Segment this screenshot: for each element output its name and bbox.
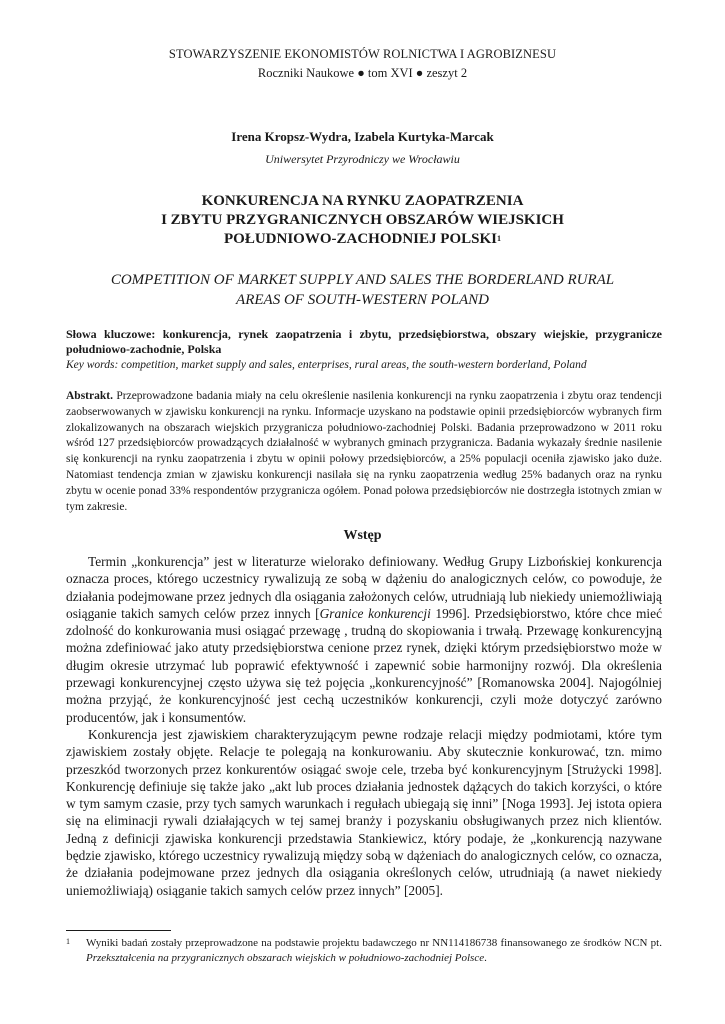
paragraph-1-part-2: 1996]. Przedsiębiorstwo, które chce mieć zdolność do konkurowania musi osiągać przewagę , trudną do skopiowania i trwałą. Przewagę konkurencyjną można zdefiniować jako atuty przedsiębiorstwa cenione przez rynek, dzięki którym przedsiębiorstwo może w długim okresie utrzymać lub poprawić efektywność i zapewnić sobie harmonijny rozwój. Dla określenia przewagi konkurencyjnej często używa się też pojęcia „konkurencyjność” [Romanowska 2004]. Najogólniej można przyjąć, że konkurencyjność jest cechą uczestników konkurencji, czyli może dotyczyć zarówno producentów, jak i konsumentów.	[66, 605, 663, 725]
abstract-text: Przeprowadzone badania miały na celu określenie nasilenia konkurencji na rynku zaopatrzenia i zbytu oraz tendencji zaobserwowanych w zjawisku konkurencji na rynku. Informacje uzyskano na podstawie opinii przedsiębiorców wybranych firm zlokalizowanych na obszarach wiejskich przygranicza południowo-zachodniej Polski. Badania przeprowadzono w 2011 roku wśród 127 przedsiębiorców prowadzących działalność w wybranych gminach przygranicza. Badania wykazały średnie nasilenie się konkurencji na rynku zaopatrzenia i zbytu w opinii połowy przedsiębiorców, a 25% populacji oceniła zjawisko jako duże. Natomiast tendencja zmian w zjawisku konkurencji nasilała się na rynku zaopatrzenia według 25% badanych oraz na rynku zbytu w ocenie ponad 33% respondentów przygranicza ogółem. Ponad połowa przedsiębiorców nie dostrzegła istotnych zmian w tym zakresie.	[66, 390, 662, 513]
abstract-label: Abstrakt.	[66, 390, 113, 402]
footnote-text	[86, 936, 662, 966]
footnote-end: .	[484, 952, 487, 964]
title-polish-line-3-text: POŁUDNIOWO-ZACHODNIEJ POLSKI	[224, 231, 497, 247]
journal-issue-header: Roczniki Naukowe ● tom XVI ● zeszyt 2	[257, 66, 468, 80]
footnote-separator	[66, 930, 171, 931]
title-polish	[0, 192, 725, 249]
citation-title: Granice konkurencji	[319, 605, 431, 621]
title-english-line-1: COMPETITION OF MARKET SUPPLY AND SALES THE BORDERLAND RURAL	[110, 272, 615, 288]
title-english	[0, 270, 725, 310]
keywords-polish: Słowa kluczowe: konkurencja, rynek zaopatrzenia i zbytu, przedsiębiorstwa, obszary wiejskie, przygranicze południowo-zachodnie, Polska	[66, 327, 662, 356]
keywords-english: Key words: competition, market supply and sales, enterprises, rural areas, the south-western borderland, Poland	[66, 359, 587, 371]
paragraph-2: Konkurencja jest zjawiskiem charakteryzującym pewne rodzaje relacji między podmiotami, które tym zjawiskiem zostały objęte. Relacje te polegają na konkurowaniu. Aby skutecznie konkurować, tzn. mimo przeszkód tworzonych przez konkurentów osiągać swoje cele, trzeba być konkurencyjnym [Strużycki 1998]. Konkurencję definiuje się także jako „akt lub proces działania jednostek dążących do takich korzyści, o które w tym samym czasie, przy tych samych warunkach i regułach ubiegają się inni” [Noga 1993]. Jej istota opiera się na eliminacji rywali działających w tej samej branży i pozyskaniu obsługiwanych przez nich klientów. Jedną z definicji zjawiska konkurencji przedstawia Stankiewicz, który podaje, że „konkurencją nazywane będzie zjawisko, którego uczestnicy rywalizują między sobą w dążeniach do analogicznych celów, co oznacza, że działania podejmowane przez jednych dla osiągania określonych celów, utrudniają (a nawet niekiedy uniemożliwiają) osiąganie takich samych celów przez innych” [2005].	[66, 726, 662, 898]
title-polish-line-3	[0, 230, 725, 249]
affiliation: Uniwersytet Przyrodniczy we Wrocławiu	[265, 152, 460, 166]
paragraph-1	[66, 553, 662, 726]
journal-society-header: STOWARZYSZENIE EKONOMISTÓW ROLNICTWA I AGROBIZNESU	[168, 47, 557, 61]
title-polish-line-1: KONKURENCJA NA RYNKU ZAOPATRZENIA	[201, 193, 524, 209]
paragraph-1-part-1: Termin „konkurencja” jest w literaturze wielorako definiowany. Według Grupy Lizbońskiej konkurencja oznacza proces, którego uczestnicy rywalizują ze sobą w dążeniu do analogicznych celów, co powoduje, że działania podejmowane przez jednych dla osiągania założonych celów, utrudniają lub niekiedy uniemożliwiają osiąganie takich samych celów przez innych [	[66, 554, 662, 621]
section-title: Wstęp	[343, 528, 382, 543]
footnote-project-title: Przekształcenia na przygranicznych obszarach wiejskich w południowo-zachodniej Polsce	[86, 952, 485, 964]
abstract	[66, 389, 662, 515]
authors: Irena Kropsz-Wydra, Izabela Kurtyka-Marcak	[231, 129, 494, 144]
title-english-line-2: AREAS OF SOUTH-WESTERN POLAND	[236, 292, 489, 308]
title-footnote-ref[interactable]: 1	[496, 234, 501, 243]
footnote	[66, 936, 662, 966]
footnote-mark: 1	[66, 937, 70, 946]
title-polish-line-2: I ZBYTU PRZYGRANICZNYCH OBSZARÓW WIEJSKICH	[161, 212, 564, 228]
footnote-body: Wyniki badań zostały przeprowadzone na podstawie projektu badawczego nr NN114186738 finansowanego ze środków NCN pt.	[86, 937, 662, 949]
body-text	[66, 553, 662, 899]
